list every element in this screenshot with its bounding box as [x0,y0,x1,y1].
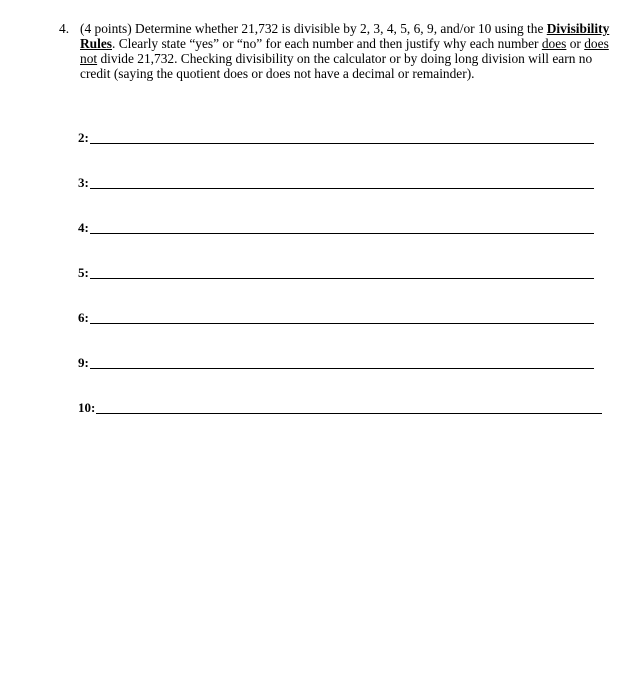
answer-line-10[interactable] [78,397,602,415]
question-points: (4 points) [80,21,132,36]
answer-blank-9[interactable] [90,355,594,369]
question-4 [59,21,619,81]
answer-line-9[interactable] [78,352,594,370]
answer-blank-6[interactable] [90,310,594,324]
answer-blank-4[interactable] [90,220,594,234]
answer-label-4: 4: [78,220,89,235]
answer-line-2[interactable] [78,127,594,145]
answer-line-5[interactable] [78,262,594,280]
answer-blank-10[interactable] [96,400,602,414]
question-text [80,21,619,81]
answer-line-6[interactable] [78,307,594,325]
question-number: 4. [59,21,70,36]
question-seg1: Determine whether 21,732 is divisible by 2, 3, 4, 5, 6, 9, and/or 10 using the [131,21,547,36]
answer-label-2: 2: [78,130,89,145]
answer-label-6: 6: [78,310,89,325]
question-seg2: . Clearly state “yes” or “no” for each number and then justify why each number [112,36,542,51]
divisibility-rules-emphasis: Divisibility Rules [80,21,610,51]
answer-label-3: 3: [78,175,89,190]
answer-line-4[interactable] [78,217,594,235]
answer-blank-3[interactable] [90,175,594,189]
answer-line-3[interactable] [78,172,594,190]
answer-blank-5[interactable] [90,265,594,279]
does-emphasis: does [541,36,567,51]
does-not-emphasis: does not [80,36,609,66]
answer-label-10: 10: [78,400,96,415]
answer-label-9: 9: [78,355,89,370]
question-or: or [566,36,585,51]
question-seg3: divide 21,732. Checking divisibility on the calculator or by doing long division will earn no credit (saying the quotient does or does not have a decimal or remainder). [80,51,593,81]
answer-blank-2[interactable] [90,130,594,144]
answer-label-5: 5: [78,265,89,280]
